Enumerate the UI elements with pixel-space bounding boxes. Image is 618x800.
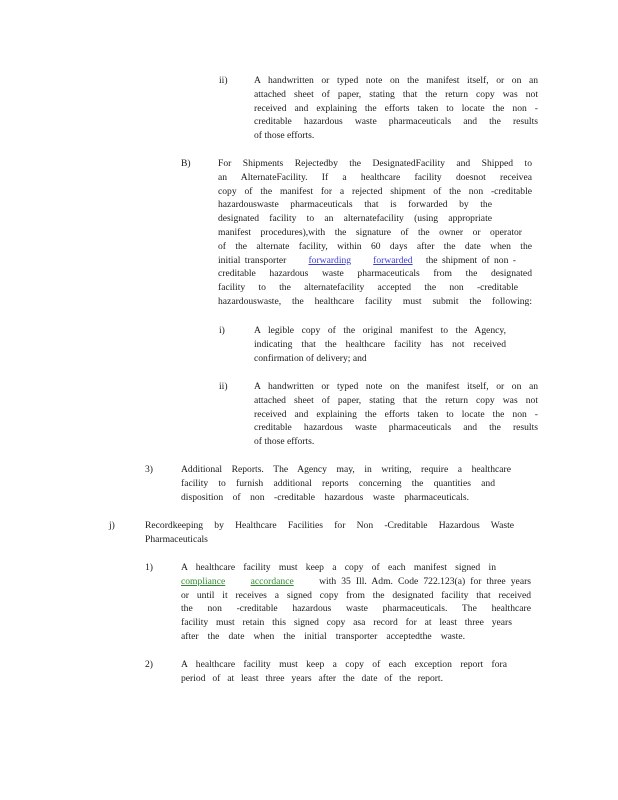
text-line: or until it receives a signed copy from the designated facility that received xyxy=(181,589,531,601)
inserted-text: accordance xyxy=(250,575,294,587)
text-line: attached sheet of paper, stating that the return copy was not xyxy=(254,394,538,406)
text-line: the non -creditable hazardous waste pharmaceuticals. The healthcare xyxy=(181,603,531,615)
text-line: creditable hazardous waste pharmaceuticals and the results xyxy=(254,116,538,128)
text-line: after the date when the initial transporter acceptedthe waste. xyxy=(181,630,465,642)
text-line: For Shipments Rejectedby the DesignatedFacility and Shipped to xyxy=(218,158,532,169)
text-line: A healthcare facility must keep a copy of each exception report fora xyxy=(181,659,507,670)
text-line: confirmation of delivery; and xyxy=(254,352,367,364)
text-line: Recordkeeping by Healthcare Facilities for Non -Creditable Hazardous Waste xyxy=(145,520,514,531)
text-line: facility to the alternatefacility accepted the non -creditable xyxy=(218,282,518,294)
text-line: attached sheet of paper, stating that the return copy was not xyxy=(254,88,538,100)
text-line: A healthcare facility must keep a copy of each manifest signed in xyxy=(181,562,496,573)
section-j-heading xyxy=(145,519,514,547)
section-marker-3: 3) xyxy=(145,464,153,475)
text-fragment: the shipment of non - xyxy=(425,254,516,266)
text-line: indicating that the healthcare facility has not received xyxy=(254,338,506,350)
text-line: hazardouswaste, the healthcare facility must submit the following: xyxy=(218,295,532,307)
text-line: disposition of non -creditable hazardous waste pharmaceuticals. xyxy=(181,491,469,503)
text-line: Additional Reports. The Agency may, in writing, require a healthcare xyxy=(181,464,511,475)
item-marker-i: i) xyxy=(219,325,225,336)
item-marker-ii: ii) xyxy=(219,75,228,86)
text-line-with-edits xyxy=(218,254,516,268)
item-ii-paragraph xyxy=(254,380,538,449)
text-fragment: initial transporter xyxy=(218,254,287,266)
text-line: Pharmaceuticals xyxy=(145,533,208,545)
text-line: designated facility to an alternatefacility (using appropriate xyxy=(218,213,492,225)
text-line: A legible copy of the original manifest to the Agency, xyxy=(254,325,506,336)
text-line: facility to furnish additional reports concerning the quantities and xyxy=(181,477,495,489)
text-line: of the alternate facility, within 60 days after the date when the xyxy=(218,240,532,252)
text-line: copy of the manifest for a rejected shipment of the non -creditable xyxy=(218,185,532,197)
text-line: A handwritten or typed note on the manifest itself, or on an xyxy=(254,381,538,392)
section-marker-j: j) xyxy=(109,520,115,531)
text-line: an AlternateFacility. If a healthcare facility doesnot receivea xyxy=(218,171,532,183)
text-line-with-edits xyxy=(181,575,531,589)
inserted-text: forwarded xyxy=(373,254,413,266)
inserted-text: compliance xyxy=(181,575,226,587)
text-line: period of at least three years after the date of the report. xyxy=(181,672,443,684)
section-b-paragraph xyxy=(218,157,532,309)
text-line: of those efforts. xyxy=(254,436,315,448)
text-line: received and explaining the efforts taken to locate the non - xyxy=(254,408,538,420)
item-marker-ii: ii) xyxy=(219,381,228,392)
text-line: facility must retain this signed copy asa record for at least three years xyxy=(181,617,512,629)
text-line: A handwritten or typed note on the manifest itself, or on an xyxy=(254,75,538,86)
text-line: received and explaining the efforts taken to locate the non - xyxy=(254,102,538,114)
text-fragment: with 35 Ill. Adm. Code 722.123(a) for three years xyxy=(319,575,532,587)
item-marker-2: 2) xyxy=(145,659,153,670)
item-marker-1: 1) xyxy=(145,562,153,573)
section-marker-b: B) xyxy=(181,158,191,169)
text-line: creditable hazardous waste pharmaceuticals and the results xyxy=(254,422,538,434)
item-2-paragraph xyxy=(181,658,507,686)
text-line: creditable hazardous waste pharmaceuticals from the designated xyxy=(218,268,532,280)
item-i-paragraph xyxy=(254,324,506,365)
text-line: manifest procedures),with the signature of the owner or operator xyxy=(218,226,522,238)
item-1-paragraph xyxy=(181,561,531,644)
inserted-text: forwarding xyxy=(308,254,352,266)
text-line: hazardouswaste pharmaceuticals that is forwarded by the xyxy=(218,199,492,211)
item-ii-paragraph xyxy=(254,74,538,143)
section-3-paragraph xyxy=(181,463,511,504)
text-line: of those efforts. xyxy=(254,130,315,142)
